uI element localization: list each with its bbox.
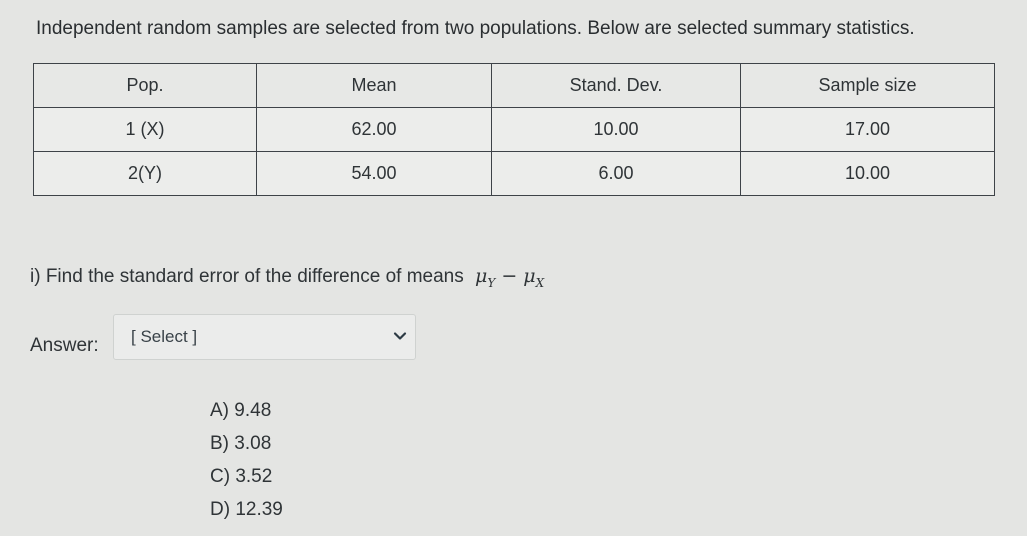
cell-sample-size: 10.00 bbox=[741, 152, 995, 196]
minus-symbol: − bbox=[501, 265, 518, 287]
chevron-down-icon bbox=[393, 329, 407, 343]
cell-sample-size: 17.00 bbox=[741, 108, 995, 152]
subscript-y: Y bbox=[487, 275, 496, 290]
answer-label: Answer: bbox=[30, 335, 99, 356]
mu-symbol: μ bbox=[475, 265, 488, 287]
table-row bbox=[34, 152, 995, 196]
mu-symbol: μ bbox=[523, 265, 536, 287]
cell-std-dev: 6.00 bbox=[492, 152, 741, 196]
cell-std-dev: 10.00 bbox=[492, 108, 741, 152]
instructions-text: Independent random samples are selected from two populations. Below are selected summary statistics. bbox=[36, 18, 915, 39]
header-pop: Pop. bbox=[34, 64, 257, 108]
subscript-x: X bbox=[535, 275, 545, 290]
cell-mean: 54.00 bbox=[257, 152, 492, 196]
cell-pop: 1 (X) bbox=[34, 108, 257, 152]
table-header-row bbox=[34, 64, 995, 108]
option-a: A) 9.48 bbox=[210, 400, 272, 421]
header-std-dev: Stand. Dev. bbox=[492, 64, 741, 108]
answer-options-list bbox=[210, 398, 283, 530]
cell-pop: 2(Y) bbox=[34, 152, 257, 196]
math-expression bbox=[475, 265, 545, 290]
question-label: i) Find the standard error of the difference of means bbox=[30, 266, 464, 287]
header-mean: Mean bbox=[257, 64, 492, 108]
option-b: B) 3.08 bbox=[210, 433, 272, 454]
cell-mean: 62.00 bbox=[257, 108, 492, 152]
option-c: C) 3.52 bbox=[210, 466, 273, 487]
option-d: D) 12.39 bbox=[210, 499, 283, 520]
answer-select[interactable] bbox=[113, 314, 416, 360]
answer-select-value: [ Select ] bbox=[131, 327, 198, 346]
summary-statistics-table bbox=[33, 63, 995, 196]
table-row bbox=[34, 108, 995, 152]
question-text bbox=[30, 265, 544, 290]
header-sample-size: Sample size bbox=[741, 64, 995, 108]
